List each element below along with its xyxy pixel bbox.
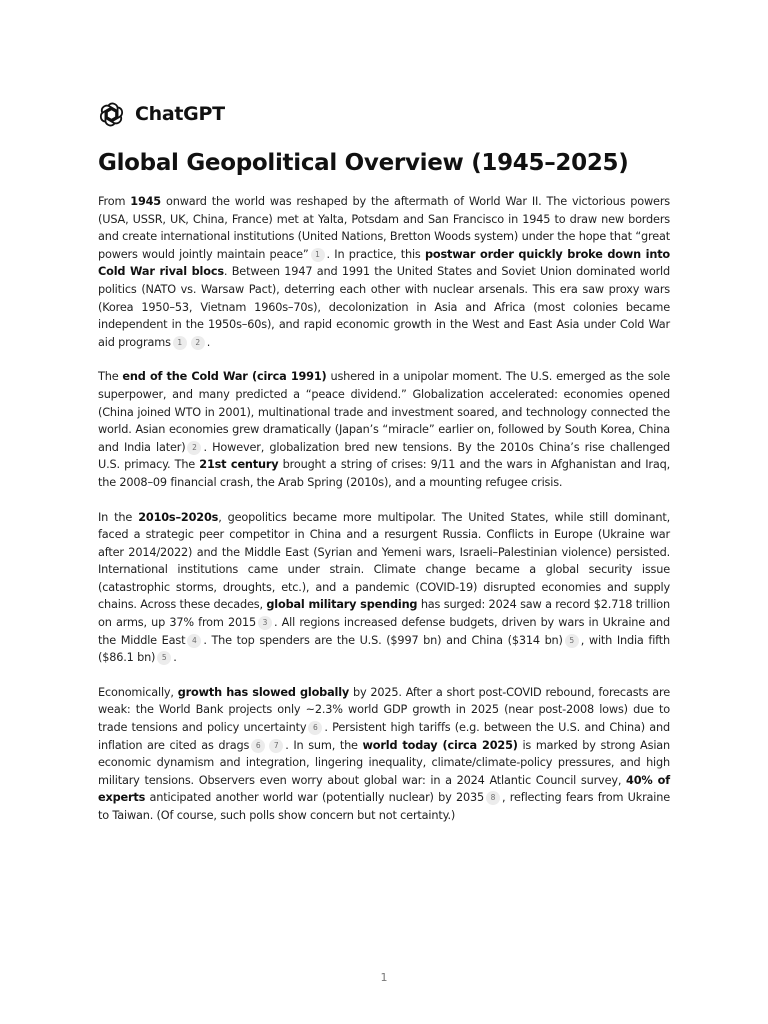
- text-run: , geopolitics became more multipolar. The United States, while still dominant, faced a strategic peer competitor in China and a resurgent Russia. Conflicts in Europe (Ukraine war after 2014/2022) and the Middle East (Syrian and Yemeni wars, Israeli–Palestinian violence) persisted. International institutions came under strain. Climate change became a global security issue (catastrophic storms, droughts, etc.), and a pandemic (COVID-19) disrupted economies and supply chains. Across these decades,: [98, 510, 670, 612]
- citation-badge[interactable]: 4: [187, 634, 201, 648]
- paragraph: [98, 509, 670, 667]
- brand-header: [98, 100, 225, 128]
- text-run: In the: [98, 510, 139, 524]
- text-run: . Persistent high tariffs (e.g. between the U.S. and China) and inflation are cited as drags: [98, 721, 670, 752]
- citation-badge[interactable]: 1: [173, 336, 187, 350]
- text-run: by 2025. After a short post-COVID rebound, forecasts are weak: the World Bank projects only ~2.3% world GDP growth in 2025 (near post-2008 lows) due to trade tensions and policy uncertainty: [98, 685, 670, 735]
- bold-text: 1945: [130, 195, 161, 208]
- citation-badge[interactable]: 5: [157, 651, 171, 665]
- text-run: Economically,: [98, 685, 178, 699]
- citation-badge[interactable]: 3: [258, 616, 272, 630]
- bold-text: growth has slowed globally: [177, 685, 350, 699]
- text-run: ushered in a unipolar moment. The U.S. emerged as the sole superpower, and many predicted a “peace dividend.” Globalization accelerated: economies opened (China joined WTO in 2001), multinational trade and investment soared, and technology connected the world. Asian economies grew dramatically (Japan’s “miracle” earlier on, followed by South Korea, China and India later): [98, 370, 670, 454]
- paragraph: [98, 684, 670, 825]
- citation-badge[interactable]: 8: [486, 791, 500, 805]
- text-run: . In sum, the: [285, 738, 363, 752]
- citation-badge[interactable]: 6: [308, 721, 322, 735]
- bold-text: end of the Cold War (circa 1991): [122, 370, 327, 384]
- document-title: Global Geopolitical Overview (1945–2025): [98, 150, 629, 176]
- text-run: . Between 1947 and 1991 the United States and Soviet Union dominated world politics (NATO vs. Warsaw Pact), deterring each other with nuclear arsenals. This era saw proxy wars (Korea 1950–53, Vietnam 1960s–70s), decolonization in Asia and Africa (most colonies became independent in the 1950s–60s), and rapid economic growth in the West and East Asia under Cold War aid programs: [98, 265, 671, 349]
- openai-logo-icon: [98, 101, 125, 128]
- paragraph: [98, 193, 670, 351]
- text-run: has surged: 2024 saw a record $2.718 trillion on arms, up 37% from 2015: [98, 598, 670, 630]
- citation-badge[interactable]: 2: [191, 336, 205, 350]
- citation-badge[interactable]: 5: [565, 634, 579, 648]
- brand-name: ChatGPT: [135, 103, 225, 125]
- text-run: From: [98, 195, 131, 208]
- text-run: The: [98, 370, 123, 384]
- text-run: is marked by strong Asian economic dynamism and integration, lingering inequality, climate/climate-policy pressures, and high military tensions. Observers even worry about global war: in a 2024 Atlantic Council survey,: [98, 738, 670, 787]
- document-body: [98, 193, 670, 842]
- text-run: onward the world was reshaped by the aftermath of World War II. The victorious powers (USA, USSR, UK, China, France) met at Yalta, Potsdam and San Francisco in 1945 to draw new borders and create international institutions (United Nations, Bretton Woods system) under the hope that “great powers would jointly maintain peace”: [98, 195, 671, 261]
- citation-badge[interactable]: 1: [311, 248, 325, 262]
- text-run: .: [173, 651, 177, 665]
- text-run: . All regions increased defense budgets, driven by wars in Ukraine and the Middle East: [98, 616, 670, 647]
- bold-text: world today (circa 2025): [362, 738, 518, 752]
- citation-badge[interactable]: 2: [187, 441, 201, 455]
- text-run: , with India fifth ($86.1 bn): [98, 633, 670, 665]
- citation-badge[interactable]: 6: [251, 739, 265, 753]
- citation-badge[interactable]: 7: [269, 739, 283, 753]
- bold-text: postwar order quickly broke down into Cold War rival blocs: [98, 247, 671, 279]
- text-run: . However, globalization bred new tensions. By the 2010s China’s rise challenged U.S. primacy. The: [98, 440, 670, 472]
- paragraph: [98, 368, 670, 491]
- bold-text: 21st century: [199, 458, 279, 472]
- bold-text: global military spending: [266, 598, 418, 612]
- bold-text: 2010s–2020s: [138, 510, 219, 524]
- text-run: brought a string of crises: 9/11 and the wars in Afghanistan and Iraq, the 2008–09 financial crash, the Arab Spring (2010s), and a mounting refugee crisis.: [98, 458, 670, 489]
- text-run: , reflecting fears from Ukraine to Taiwan. (Of course, such polls show concern but not certainty.): [98, 791, 670, 822]
- text-run: . The top spenders are the U.S. ($997 bn) and China ($314 bn): [203, 633, 563, 647]
- text-run: anticipated another world war (potentially nuclear) by 2035: [145, 791, 485, 805]
- text-run: .: [206, 335, 211, 349]
- bold-text: 40% of experts: [98, 773, 670, 805]
- text-run: . In practice, this: [326, 247, 425, 261]
- page-number: 1: [380, 971, 388, 984]
